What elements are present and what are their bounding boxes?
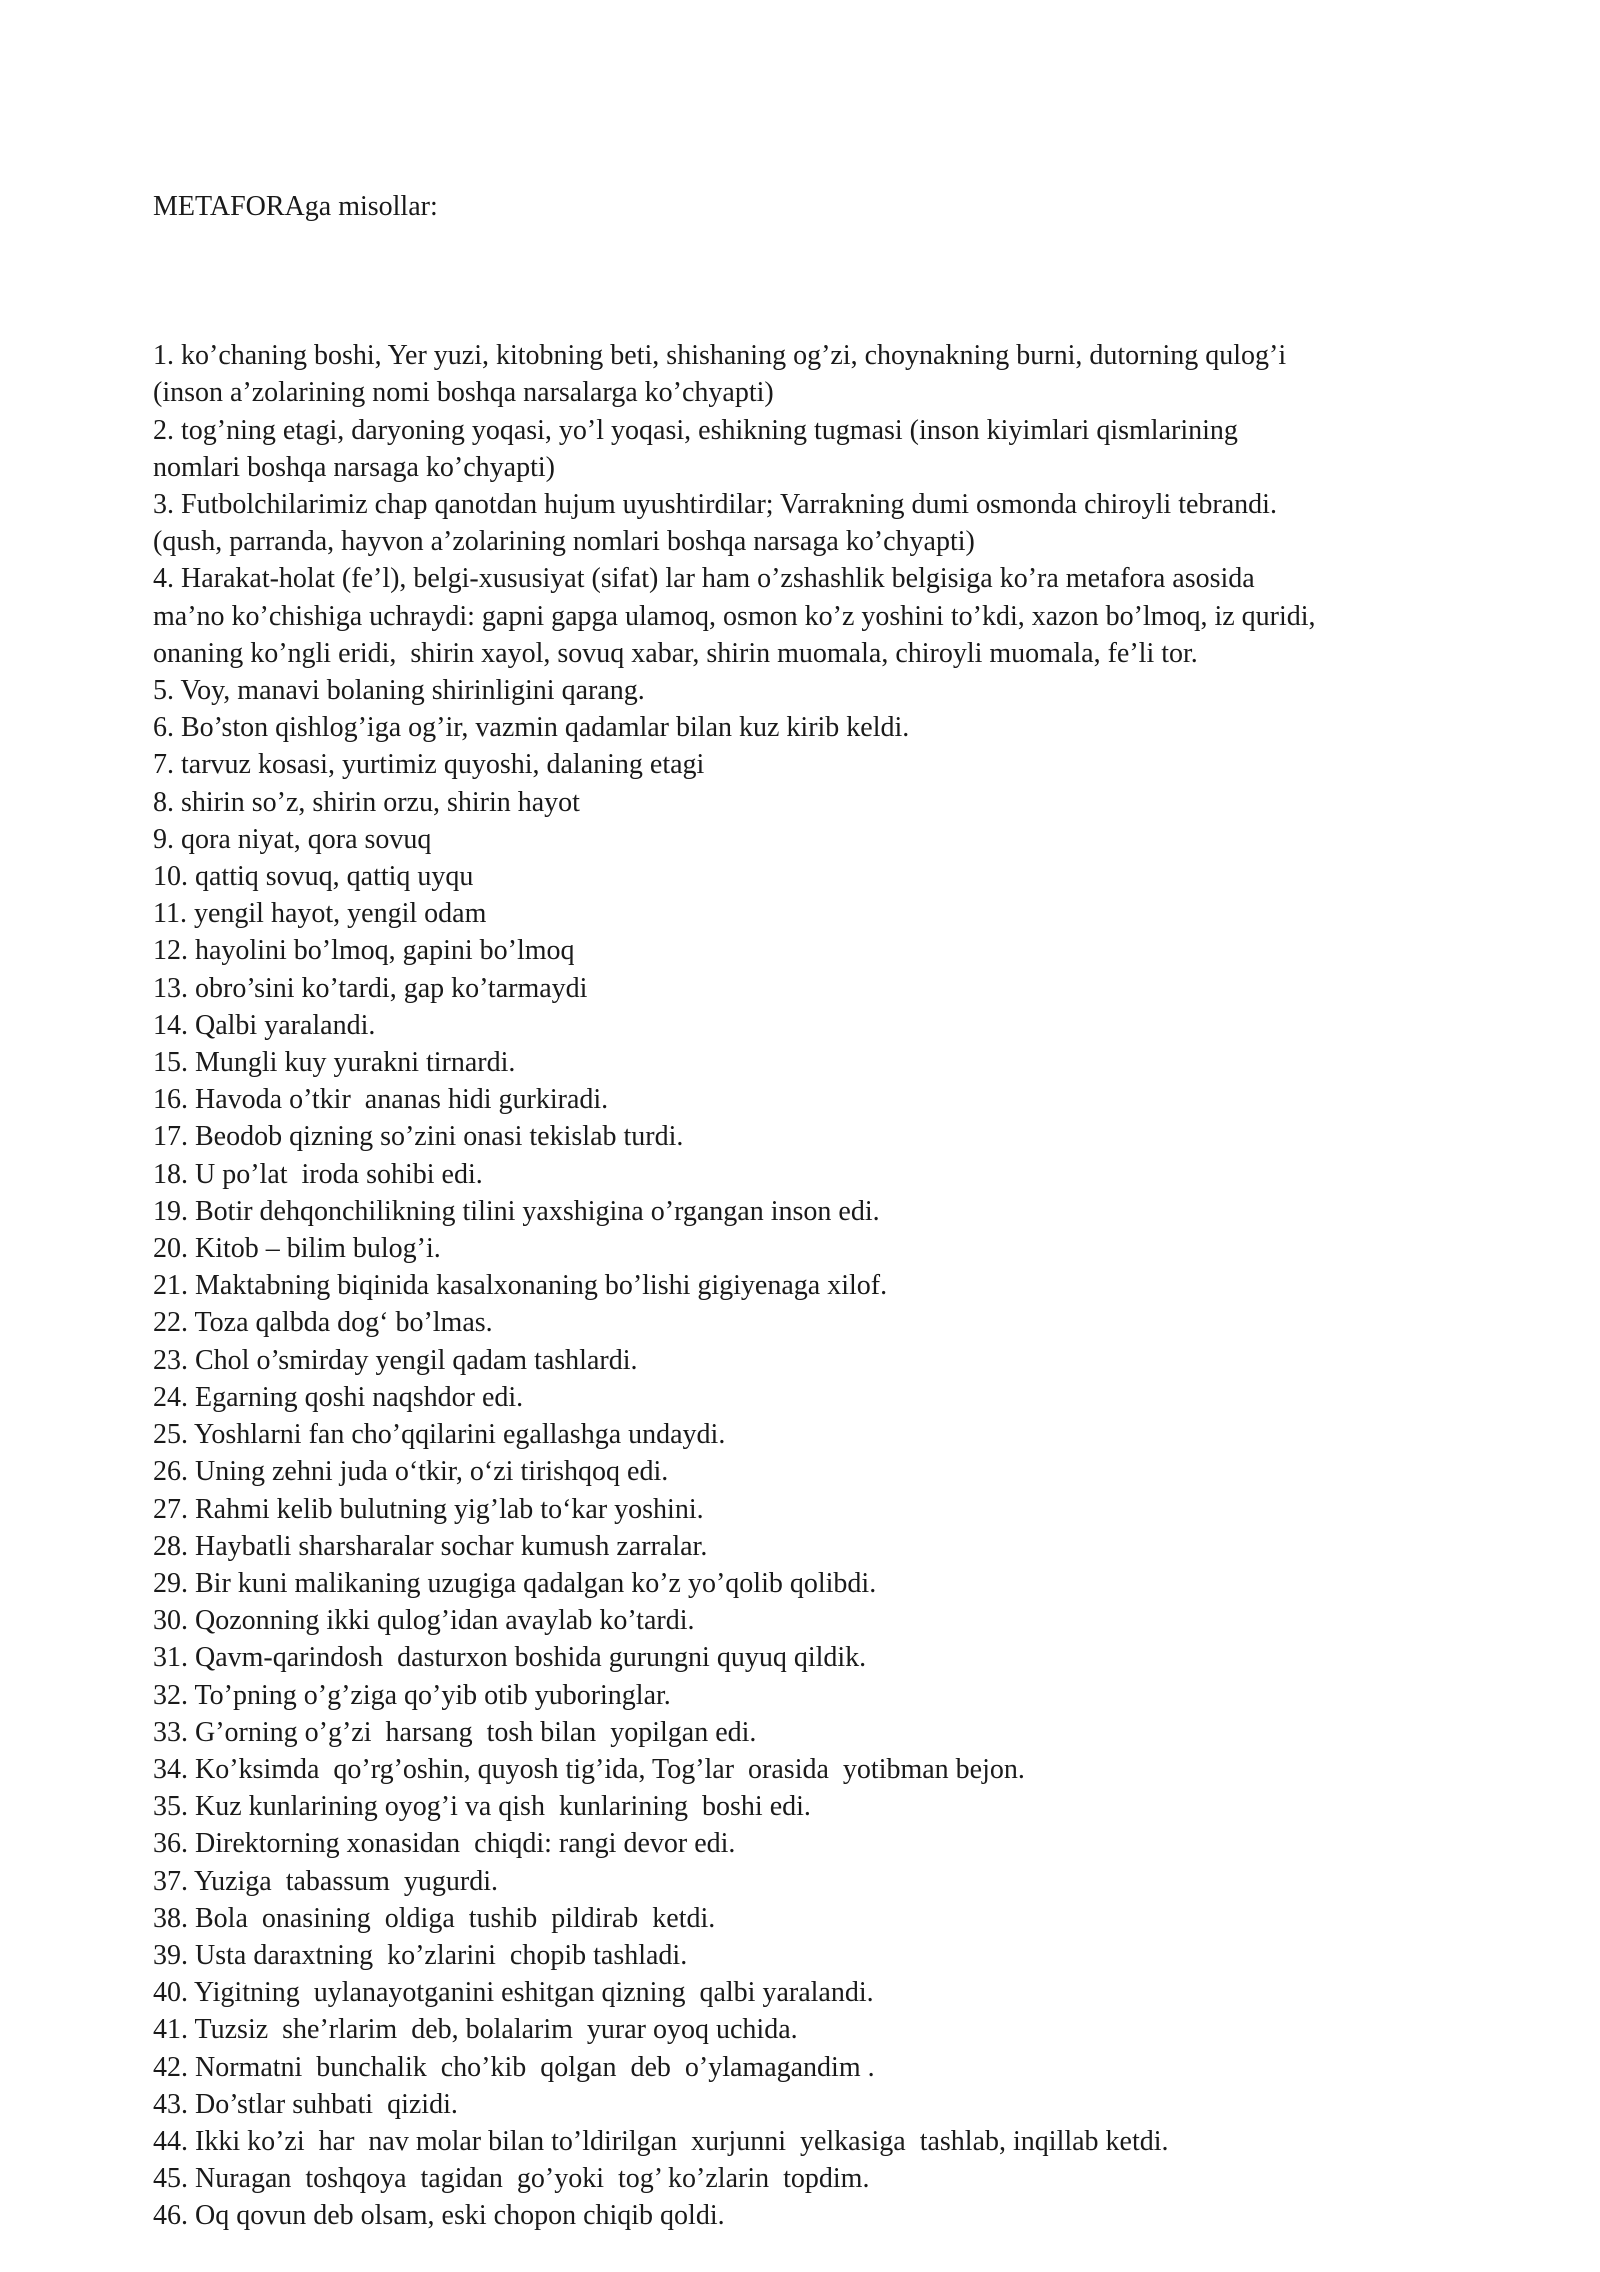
document-page [153, 114, 1513, 2272]
list-item: 13. obro’sini ko’tardi, gap ko’tarmaydi [153, 972, 588, 1004]
list-item: 2. tog’ning etagi, daryoning yoqasi, yo’l yoqasi, eshikning tugmasi (inson kiyimlari qismlarining nomlari boshqa narsaga ko’chyapti) [153, 414, 1238, 483]
list-item: 23. Chol o’smirday yengil qadam tashlardi. [153, 1344, 638, 1376]
list-item: 32. To’pning o’g’ziga qo’yib otib yuboringlar. [153, 1679, 671, 1711]
list-item: 45. Nuragan toshqoya tagidan go’yoki tog’ ko’zlarin topdim. [153, 2163, 870, 2195]
list-item: 28. Haybatli sharsharalar sochar kumush zarralar. [153, 1530, 708, 1562]
list-item: 10. qattiq sovuq, qattiq uyqu [153, 861, 474, 893]
list-item: 38. Bola onasining oldiga tushib pildirab ketdi. [153, 1902, 716, 1934]
list-item: 30. Qozonning ikki qulog’idan avaylab ko’tardi. [153, 1605, 695, 1637]
list-item: 18. U po’lat iroda sohibi edi. [153, 1158, 483, 1190]
list-item: 6. Bo’ston qishlog’iga og’ir, vazmin qadamlar bilan kuz kirib keldi. [153, 712, 910, 744]
list-item: 16. Havoda o’tkir ananas hidi gurkiradi. [153, 1084, 609, 1116]
list-item: 26. Uning zehni juda o‘tkir, o‘zi tirishqoq edi. [153, 1456, 669, 1488]
list-item: 31. Qavm-qarindosh dasturxon boshida gurungni quyuq qildik. [153, 1642, 867, 1674]
list-item: 35. Kuz kunlarining oyog’i va qish kunlarining boshi edi. [153, 1791, 811, 1823]
list-item: 1. ko’chaning boshi, Yer yuzi, kitobning beti, shishaning og’zi, choynakning burni, dutorning qulog’i (inson a’zolarining nomi boshqa narsalarga ko’chyapti) [153, 340, 1287, 409]
list-item: 44. Ikki ko’zi har nav molar bilan to’ldirilgan xurjunni yelkasiga tashlab, inqillab ketdi. [153, 2125, 1169, 2157]
list-item: 5. Voy, manavi bolaning shirinligini qarang. [153, 675, 645, 707]
list-item: 29. Bir kuni malikaning uzugiga qadalgan ko’z yo’qolib qolibdi. [153, 1567, 877, 1599]
list-item: 37. Yuziga tabassum yugurdi. [153, 1865, 499, 1897]
list-item: 12. hayolini bo’lmoq, gapini bo’lmoq [153, 935, 575, 967]
list-item: 4. Harakat-holat (fe’l), belgi-xususiyat (sifat) lar ham o’zshashlik belgisiga ko’ra metafora asosida ma’no ko’chishiga uchraydi: gapni gapga ulamoq, osmon ko’z yoshini to’kdi, xazon bo’lmoq, iz quridi, onaning ko’ngli eridi, shirin xayol, sovuq xabar, shirin muomala, chiroyli muomala, fe’li tor. [153, 563, 1316, 669]
list-item: 17. Beodob qizning so’zini onasi tekislab turdi. [153, 1121, 684, 1153]
list-item: 3. Futbolchilarimiz chap qanotdan hujum uyushtirdilar; Varrakning dumi osmonda chiroyli tebrandi. (qush, parranda, hayvon a’zolarining nomlari boshqa narsaga ko’chyapti) [153, 489, 1277, 558]
list-item: 34. Ko’ksimda qo’rg’oshin, quyosh tig’ida, Tog’lar orasida yotibman bejon. [153, 1753, 1025, 1785]
list-item: 20. Kitob – bilim bulog’i. [153, 1233, 441, 1265]
list-item: 8. shirin so’z, shirin orzu, shirin hayot [153, 786, 580, 818]
list-item: 7. tarvuz kosasi, yurtimiz quyoshi, dalaning etagi [153, 749, 705, 781]
list-item: 33. G’orning o’g’zi harsang tosh bilan yopilgan edi. [153, 1716, 757, 1748]
list-item: 27. Rahmi kelib bulutning yig’lab to‘kar yoshini. [153, 1493, 704, 1525]
list-item: 42. Normatni bunchalik cho’kib qolgan deb o’ylamagandim . [153, 2051, 875, 2083]
list-item: 36. Direktorning xonasidan chiqdi: rangi devor edi. [153, 1828, 736, 1860]
list-item: 41. Tuzsiz she’rlarim deb, bolalarim yurar oyoq uchida. [153, 2014, 798, 2046]
list-item: 19. Botir dehqonchilikning tilini yaxshigina o’rgangan inson edi. [153, 1195, 880, 1227]
list-item: 25. Yoshlarni fan cho’qqilarini egallashga undaydi. [153, 1419, 726, 1451]
list-item: 14. Qalbi yaralandi. [153, 1009, 376, 1041]
examples-list [153, 337, 1513, 2234]
list-item: 24. Egarning qoshi naqshdor edi. [153, 1381, 524, 1413]
list-item: 22. Toza qalbda dog‘ bo’lmas. [153, 1307, 493, 1339]
list-item: 46. Oq qovun deb olsam, eski chopon chiqib qoldi. [153, 2200, 725, 2232]
list-item: 39. Usta daraxtning ko’zlarini chopib tashladi. [153, 1939, 688, 1971]
list-item: 11. yengil hayot, yengil odam [153, 898, 487, 930]
document-title: METAFORAga misollar: [153, 191, 438, 223]
list-item: 40. Yigitning uylanayotganini eshitgan qizning qalbi yaralandi. [153, 1977, 874, 2009]
list-item: 21. Maktabning biqinida kasalxonaning bo’lishi gigiyenaga xilof. [153, 1270, 888, 1302]
list-item: 15. Mungli kuy yurakni tirnardi. [153, 1047, 516, 1079]
list-item: 43. Do’stlar suhbati qizidi. [153, 2088, 458, 2120]
list-item: 9. qora niyat, qora sovuq [153, 823, 432, 855]
